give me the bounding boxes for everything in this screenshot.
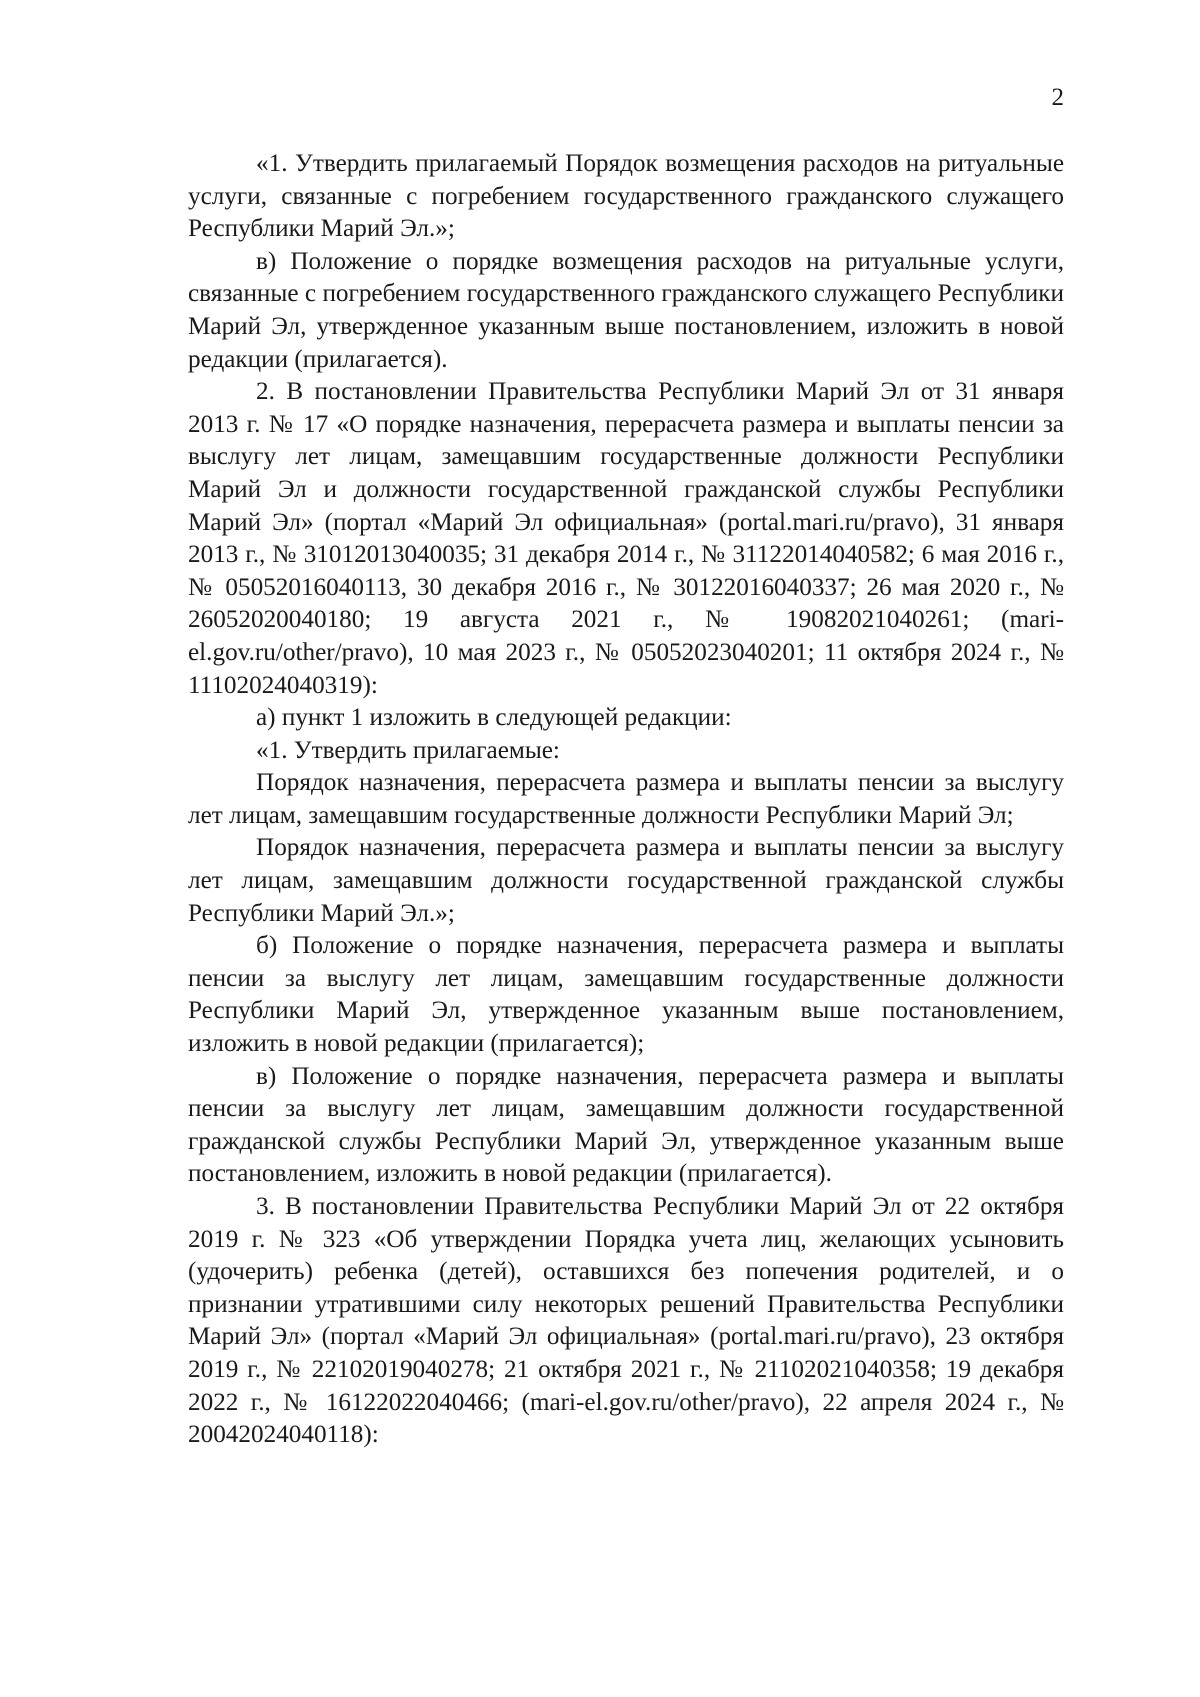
paragraph-section-3-resolution-323: 3. В постановлении Правительства Республики Марий Эл от 22 октября 2019 г. № 323 «Об утверждении Порядка учета лиц, желающих усыновить (удочерить) ребенка (детей), оставшихся без попечения родителей, и о признании утратившими силу некоторых решений Правительства Республики Марий Эл» (портал «Марий Эл официальная» (portal.mari.ru/pravo), 23 октября 2019 г., № 22102019040278; 21 октября 2021 г., № 21102021040358; 19 декабря 2022 г., № 16122022040466; (mari-el.gov.ru/other/pravo), 22 апреля 2024 г., № 20042024040118): bbox=[188, 1193, 1064, 1449]
paragraph-order-civil-service: Порядок назначения, перерасчета размера и выплаты пенсии за выслугу лет лицам, замещавшим должности государственной гражданской службы Республики Марий Эл.»; bbox=[188, 834, 1064, 927]
document-body bbox=[188, 148, 1064, 1452]
paragraph-item-v-pension-regulation: в) Положение о порядке назначения, перерасчета размера и выплаты пенсии за выслугу лет лицам, замещавшим должности государственной гражданской службы Республики Марий Эл, утвержденное указанным выше постановлением, изложить в новой редакции (прилагается). bbox=[188, 1062, 1064, 1188]
paragraph-clause-1-approve-order: «1. Утвердить прилагаемый Порядок возмещения расходов на ритуальные услуги, связанные с погребением государственного гражданского служащего Республики Марий Эл.»; bbox=[188, 150, 1064, 243]
paragraph-section-2-resolution-17: 2. В постановлении Правительства Республики Марий Эл от 31 января 2013 г. № 17 «О порядке назначения, перерасчета размера и выплаты пенсии за выслугу лет лицам, замещавшим государственные должности Республики Марий Эл и должности государственной гражданской службы Республики Марий Эл» (портал «Марий Эл официальная» (portal.mari.ru/pravo), 31 января 2013 г., № 31012013040035; 31 декабря 2014 г., № 31122014040582; 6 мая 2016 г., № 05052016040113, 30 декабря 2016 г., № 30122016040337; 26 мая 2020 г., № 26052020040180; 19 августа 2021 г., № 19082021040261; (mari-el.gov.ru/other/pravo), 10 мая 2023 г., № 05052023040201; 11 октября 2024 г., № 11102024040319): bbox=[188, 378, 1064, 699]
paragraph-item-a: а) пункт 1 изложить в следующей редакции: bbox=[256, 704, 732, 732]
paragraph-item-b: б) Положение о порядке назначения, перерасчета размера и выплаты пенсии за выслугу лет лицам, замещавшим государственные должности Республики Марий Эл, утвержденное указанным выше постановлением, изложить в новой редакции (прилагается); bbox=[188, 932, 1064, 1058]
paragraph-order-state-positions: Порядок назначения, перерасчета размера и выплаты пенсии за выслугу лет лицам, замещавшим государственные должности Республики Марий Эл; bbox=[188, 769, 1064, 829]
paragraph-item-v-burial-regulation: в) Положение о порядке возмещения расходов на ритуальные услуги, связанные с погребением государственного гражданского служащего Республики Марий Эл, утвержденное указанным выше постановлением, изложить в новой редакции (прилагается). bbox=[188, 247, 1064, 373]
page-number: 2 bbox=[1051, 84, 1064, 111]
paragraph-clause-1-approve-list: «1. Утвердить прилагаемые: bbox=[256, 736, 560, 764]
